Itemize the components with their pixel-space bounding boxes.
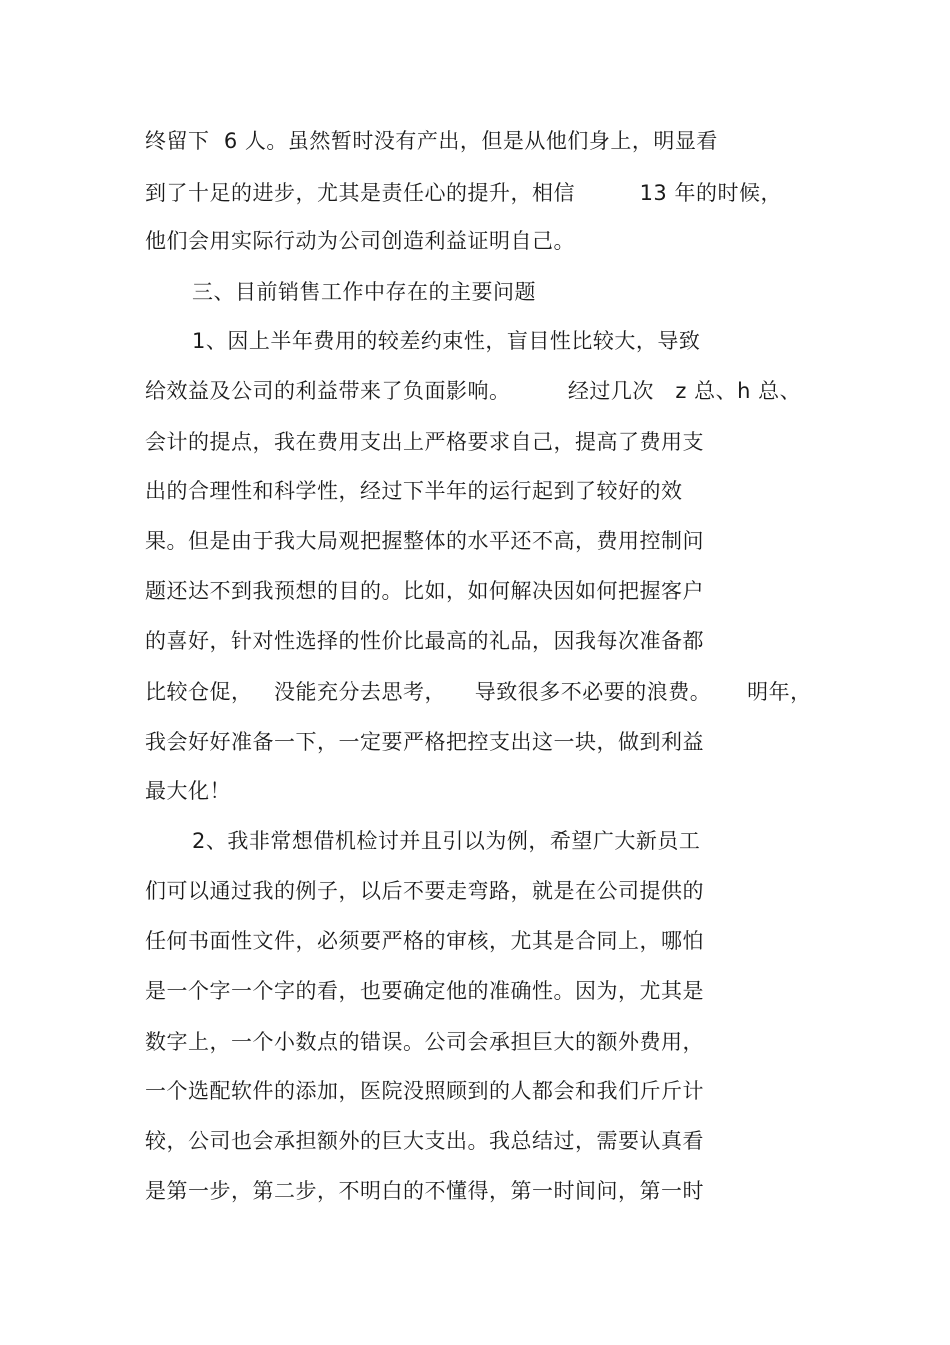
text-line: 会计的提点，我在费用支出上严格要求自己，提高了费用支: [145, 430, 704, 454]
section-heading: 三、目前销售工作中存在的主要问题: [192, 280, 536, 304]
text-line: 到了十足的进步，尤其是责任心的提升，相信 13 年的时候，: [145, 181, 782, 205]
text-line: 最大化！: [145, 779, 231, 803]
text-line: 比较仓促， 没能充分去思考， 导致很多不必要的浪费。 明年，: [145, 680, 812, 704]
text-line: 出的合理性和科学性，经过下半年的运行起到了较好的效: [145, 479, 683, 503]
text-line: 的喜好，针对性选择的性价比最高的礼品，因我每次准备都: [145, 629, 704, 653]
text-line: 题还达不到我预想的目的。比如，如何解决因如何把握客户: [145, 579, 704, 603]
text-line: 是第一步，第二步，不明白的不懂得，第一时间问，第一时: [145, 1179, 704, 1203]
text-line: 我会好好准备一下，一定要严格把控支出这一块，做到利益: [145, 730, 704, 754]
text-line: 一个选配软件的添加，医院没照顾到的人都会和我们斤斤计: [145, 1079, 704, 1103]
text-line: 给效益及公司的利益带来了负面影响。 经过几次 z 总、h 总、: [145, 379, 802, 403]
text-line: 数字上，一个小数点的错误。公司会承担巨大的额外费用，: [145, 1030, 704, 1054]
text-line: 2、我非常想借机检讨并且引以为例，希望广大新员工: [192, 829, 701, 853]
text-line: 们可以通过我的例子，以后不要走弯路，就是在公司提供的: [145, 879, 704, 903]
text-line: 较，公司也会承担额外的巨大支出。我总结过，需要认真看: [145, 1129, 704, 1153]
text-line: 果。但是由于我大局观把握整体的水平还不高，费用控制问: [145, 529, 704, 553]
text-line: 终留下 6 人。虽然暂时没有产出，但是从他们身上，明显看: [145, 129, 718, 153]
text-line: 是一个字一个字的看，也要确定他的准确性。因为，尤其是: [145, 979, 704, 1003]
text-line: 1、因上半年费用的较差约束性，盲目性比较大，导致: [192, 329, 701, 353]
text-line: 他们会用实际行动为公司创造利益证明自己。: [145, 229, 575, 253]
text-line: 任何书面性文件，必须要严格的审核，尤其是合同上，哪怕: [145, 929, 704, 953]
